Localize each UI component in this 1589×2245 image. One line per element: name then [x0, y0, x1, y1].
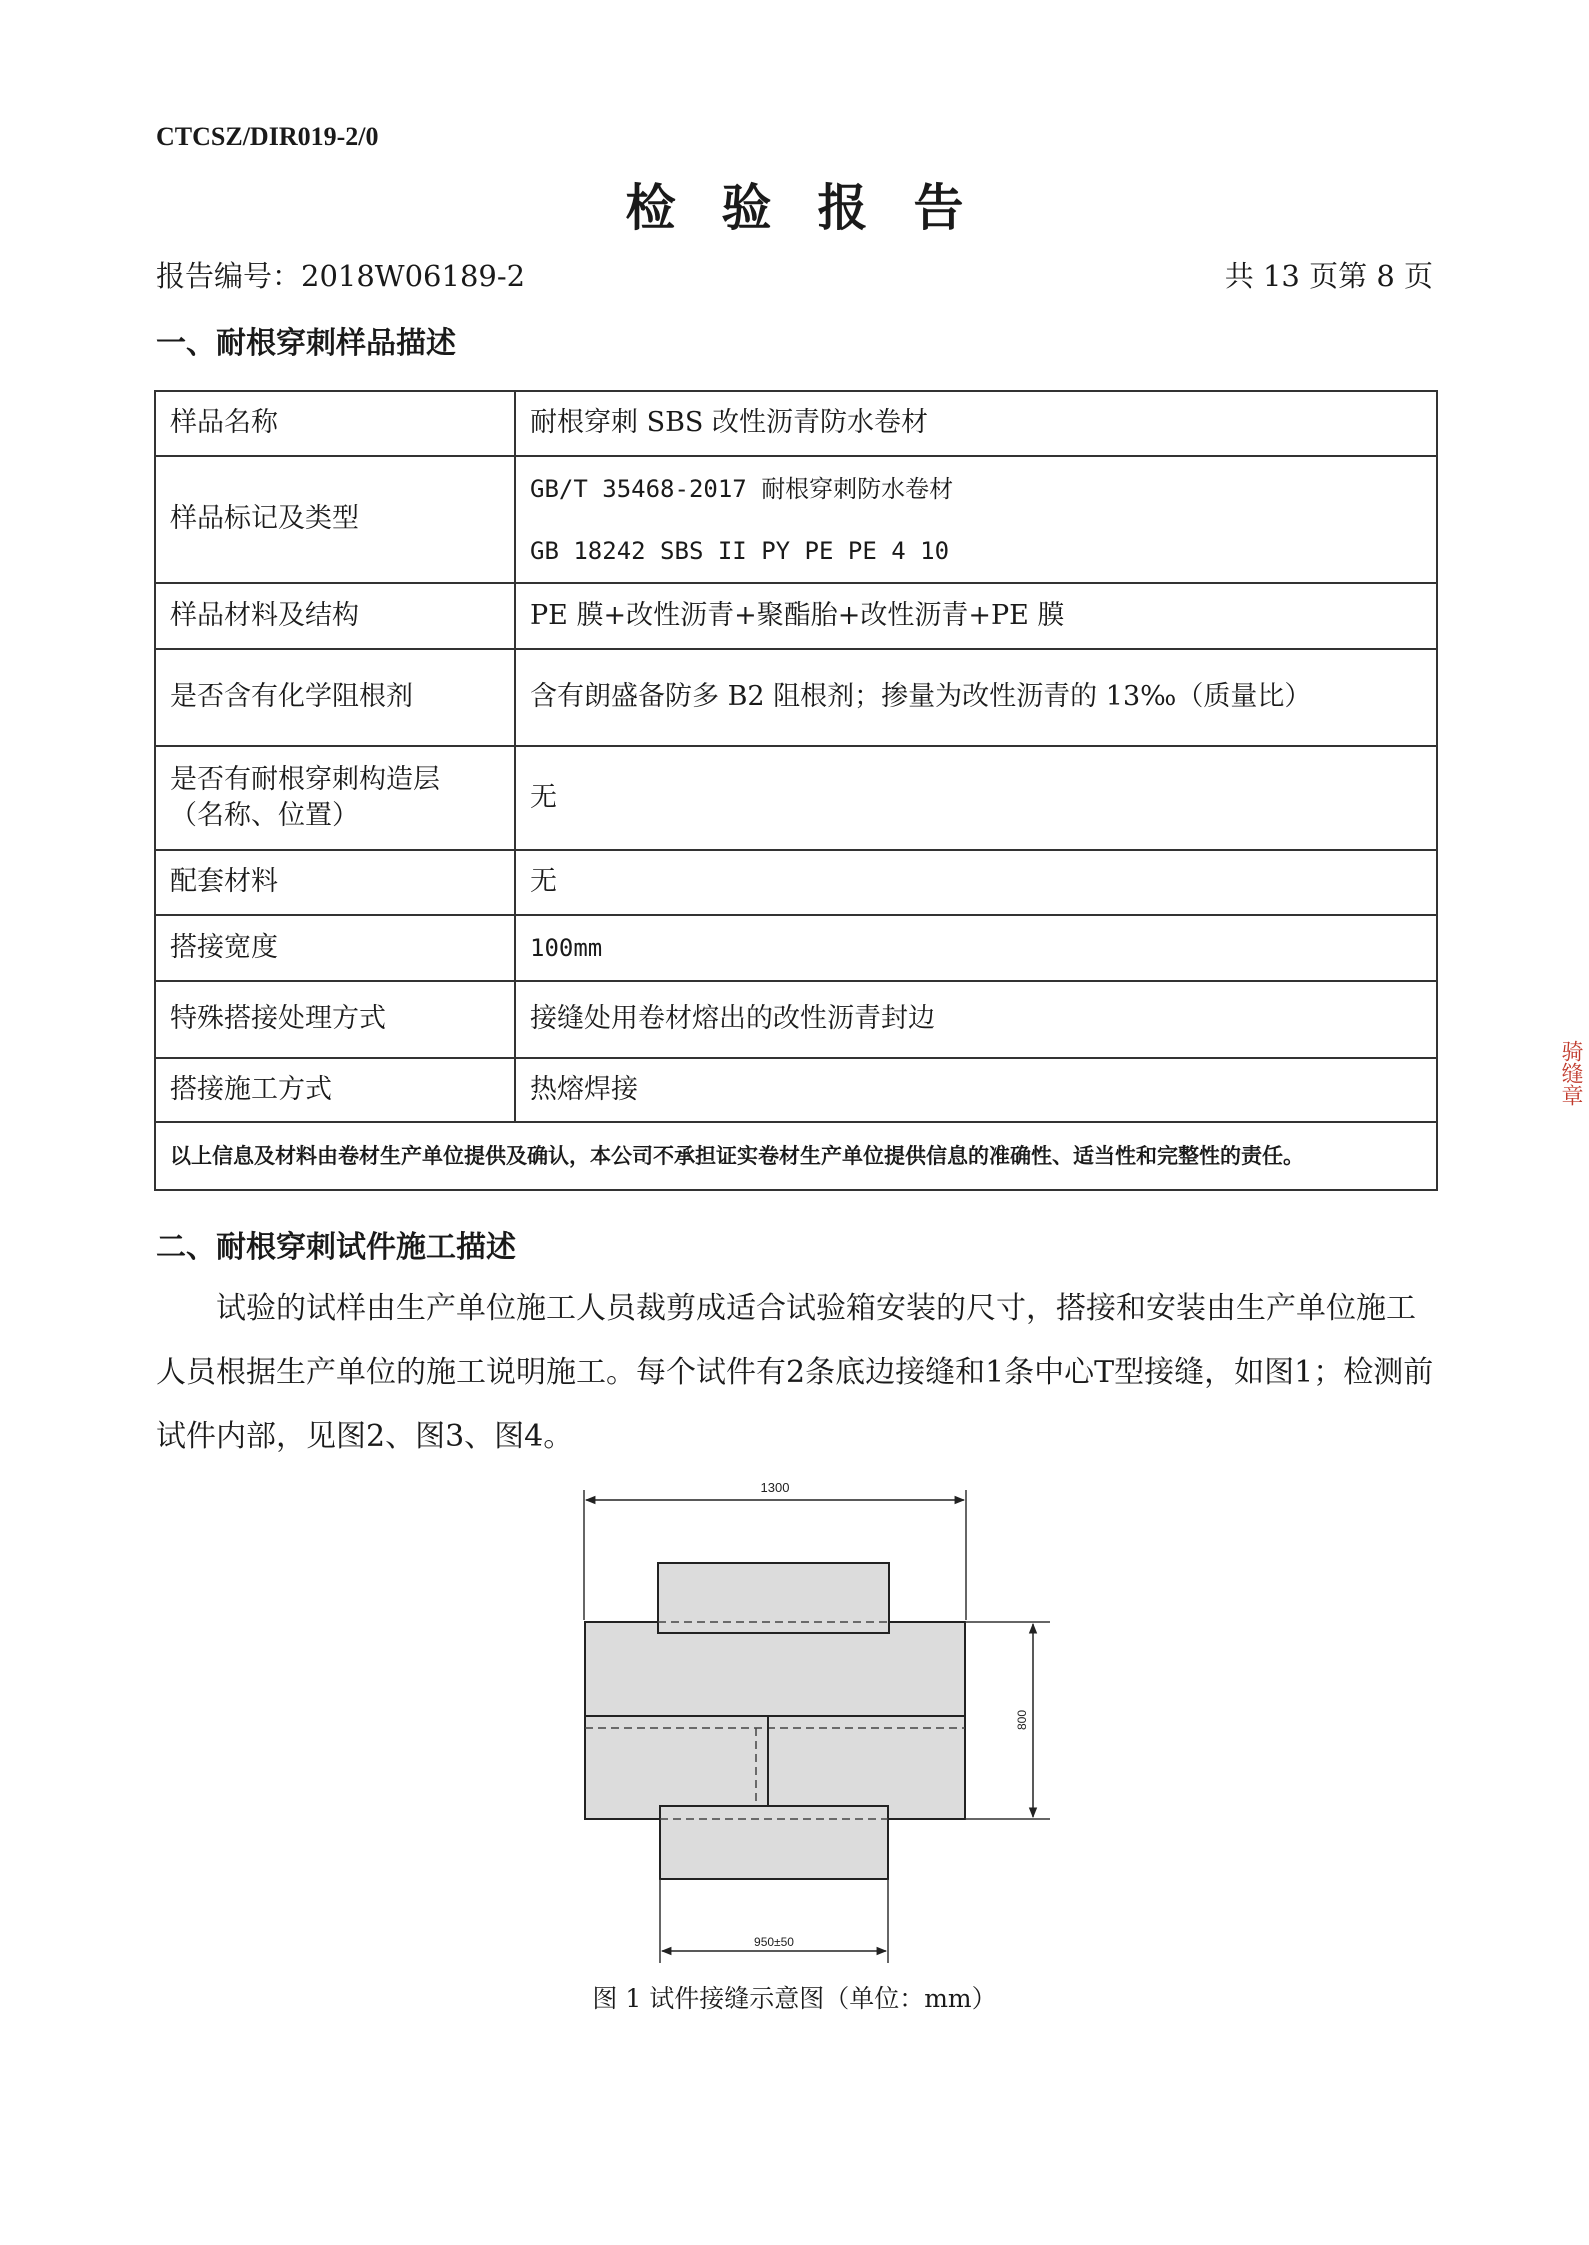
- dim-bottom-label: 950±50: [754, 1935, 794, 1949]
- row-value: 耐根穿刺 SBS 改性沥青防水卷材: [515, 391, 1437, 456]
- table-row: [155, 456, 1437, 583]
- main-sheet: [585, 1622, 965, 1819]
- table-row: [155, 649, 1437, 746]
- table-row: [155, 583, 1437, 649]
- row-value: 热熔焊接: [515, 1058, 1437, 1122]
- row-label: 搭接施工方式: [155, 1058, 515, 1122]
- row-label: 样品名称: [155, 391, 515, 456]
- table-note-row: [155, 1122, 1437, 1190]
- table-row: [155, 981, 1437, 1058]
- row-label: 是否含有化学阻根剂: [155, 649, 515, 746]
- table-note: 以上信息及材料由卷材生产单位提供及确认，本公司不承担证实卷材生产单位提供信息的准确性、适当性和完整性的责任。: [155, 1122, 1437, 1190]
- row-label: 样品标记及类型: [155, 456, 515, 583]
- row-value: 含有朗盛备防多 B2 阻根剂；掺量为改性沥青的 13‰（质量比）: [515, 649, 1437, 746]
- row-label-line2: （名称、位置）: [170, 800, 359, 831]
- row-value: [515, 456, 1437, 583]
- row-value: PE 膜+改性沥青+聚酯胎+改性沥青+PE 膜: [515, 583, 1437, 649]
- row-label: 配套材料: [155, 850, 515, 915]
- seal-mark: 骑缝章: [1558, 1040, 1583, 1106]
- section-heading-construction: 二、耐根穿刺试件施工描述: [156, 1230, 516, 1265]
- figure-caption: 图 1 试件接缝示意图（单位：mm）: [592, 1984, 997, 2013]
- seam-diagram: [560, 1470, 1060, 1970]
- table-row: [155, 391, 1437, 456]
- table-row: [155, 915, 1437, 981]
- row-label: 特殊搭接处理方式: [155, 981, 515, 1058]
- row-label: 样品材料及结构: [155, 583, 515, 649]
- row-value: 无: [515, 850, 1437, 915]
- row-label: 搭接宽度: [155, 915, 515, 981]
- page-info: 共 13 页第 8 页: [1224, 259, 1433, 293]
- row-value-line1: GB/T 35468-2017 耐根穿刺防水卷材: [530, 474, 954, 503]
- sample-info-table: [154, 390, 1438, 1191]
- row-value: 接缝处用卷材熔出的改性沥青封边: [515, 981, 1437, 1058]
- table-row: [155, 1058, 1437, 1122]
- row-label: [155, 746, 515, 850]
- table-row: [155, 746, 1437, 850]
- table-row: [155, 850, 1437, 915]
- section-heading-sample: 一、耐根穿刺样品描述: [156, 326, 456, 361]
- dim-height-label: 800: [1015, 1709, 1029, 1731]
- row-label-line1: 是否有耐根穿刺构造层: [170, 763, 440, 795]
- report-number: 报告编号：2018W06189-2: [156, 259, 526, 293]
- bottom-strip: [660, 1806, 888, 1879]
- row-value: 100mm: [515, 915, 1437, 981]
- row-value-line2: GB 18242 SBS II PY PE PE 4 10: [530, 536, 950, 565]
- report-title: 检验报告: [625, 178, 1010, 237]
- construction-paragraph: 试验的试样由生产单位施工人员裁剪成适合试验箱安装的尺寸，搭接和安装由生产单位施工人员根据生产单位的施工说明施工。每个试件有2条底边接缝和1条中心T型接缝，如图1；检测前试件内部，见图2、图3、图4。: [156, 1291, 1434, 1454]
- document-code: CTCSZ/DIR019-2/0: [156, 122, 379, 151]
- row-value: 无: [515, 746, 1437, 850]
- dim-width-label: 1300: [760, 1480, 790, 1495]
